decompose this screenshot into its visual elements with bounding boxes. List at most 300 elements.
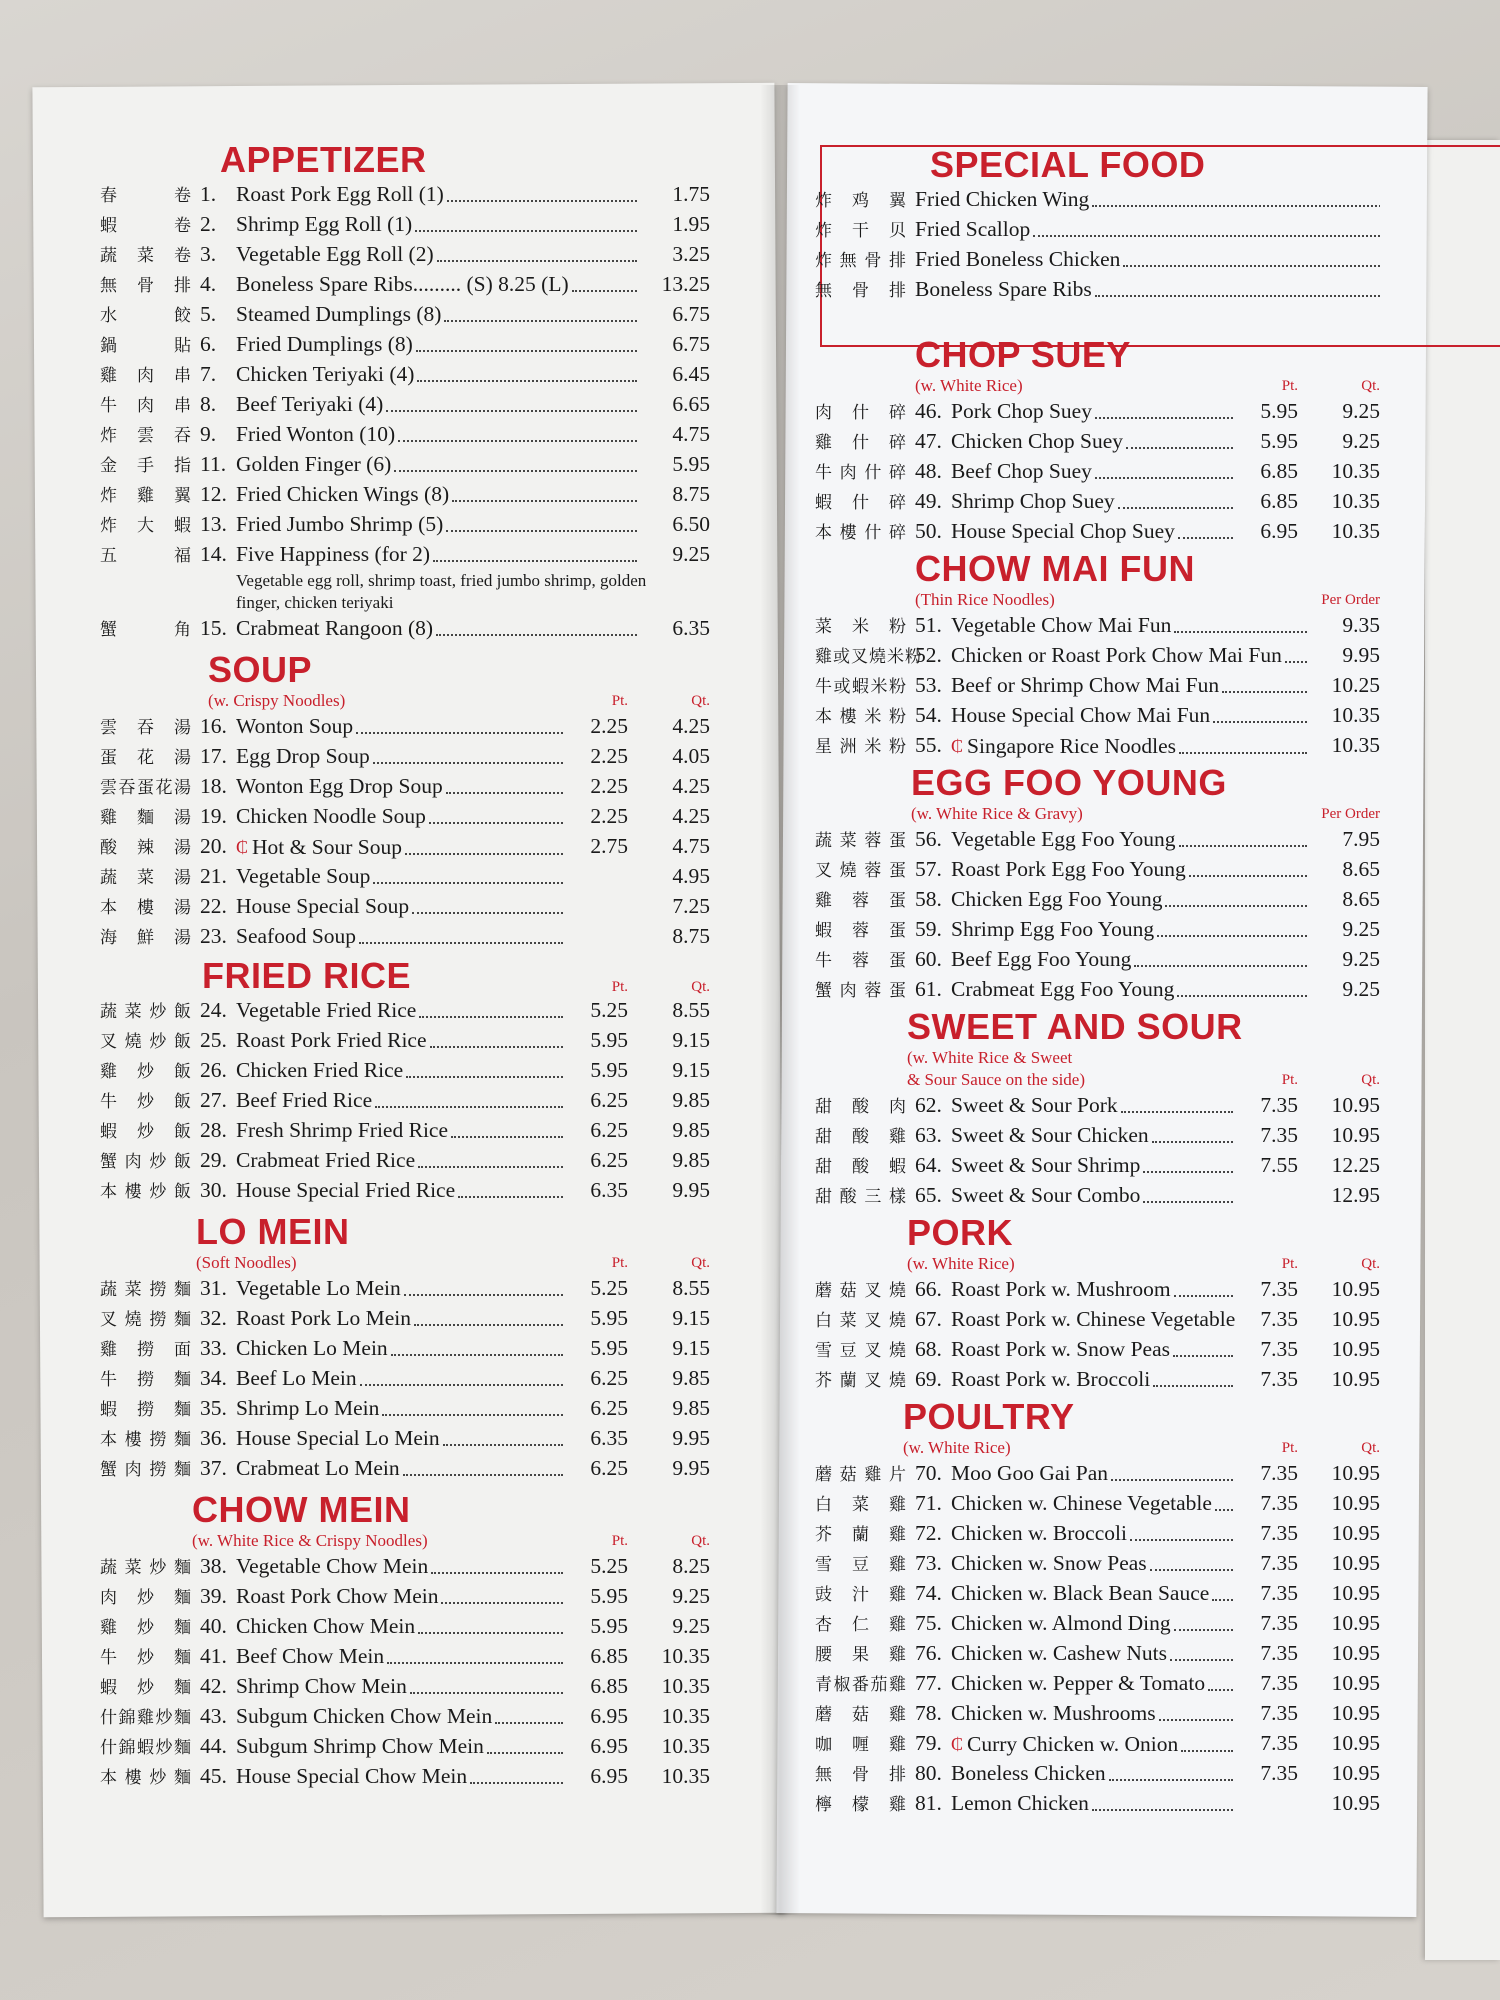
dot-leader: [452, 480, 637, 502]
fried-rice-pt-header: Pt.: [611, 979, 628, 995]
item-price: 1.95: [672, 212, 710, 236]
dot-leader: [394, 450, 637, 472]
menu-item: [815, 1305, 1380, 1335]
pork-subtitle: (w. White Rice): [907, 1254, 1015, 1273]
dot-leader: [1118, 487, 1233, 509]
menu-item: [100, 772, 710, 802]
right-column: [815, 145, 1380, 1819]
menu-item: [100, 1762, 710, 1792]
dot-leader: [405, 833, 563, 855]
soup-qt-header: Qt.: [691, 693, 710, 709]
dot-leader: [1143, 1151, 1233, 1173]
dot-leader: [412, 892, 563, 914]
dot-leader: [1033, 215, 1380, 237]
item-name: Pork Chop Suey: [951, 399, 1092, 423]
pint-price: 6.35: [590, 1178, 628, 1202]
quart-price: 9.25: [672, 1584, 710, 1608]
dot-leader: [359, 922, 563, 944]
item-name-cell: [951, 945, 1310, 974]
lo-mein-subtitle-row: [100, 1252, 710, 1274]
menu-item: [100, 1642, 710, 1672]
soup-subtitle-row: [100, 690, 710, 712]
item-name-cell: [236, 1056, 566, 1085]
chili-pepper-icon: ₵: [236, 837, 249, 857]
soup-subtitle: (w. Crispy Noodles): [208, 691, 346, 710]
item-name: Boneless Spare Ribs......... (S) 8.25 (L): [236, 272, 569, 296]
item-name: Shrimp Egg Roll (1): [236, 212, 413, 236]
item-name: Fried Wonton (10): [236, 422, 396, 446]
menu-item: [100, 330, 710, 360]
menu-item: [100, 360, 710, 390]
item-name: Roast Pork w. Mushroom: [951, 1277, 1171, 1301]
dot-leader: [398, 420, 637, 442]
item-name-cell: [951, 517, 1236, 546]
item-number: 50.: [915, 519, 942, 543]
quart-price: 9.85: [672, 1148, 710, 1172]
appetizer-title: APPETIZER: [220, 139, 427, 180]
item-name-cell: [236, 360, 640, 389]
menu-item: [815, 731, 1380, 761]
item-name: Roast Pork w. Snow Peas: [951, 1337, 1170, 1361]
lo-mein-list: [100, 1274, 710, 1484]
item-name: Beef Egg Foo Young: [951, 947, 1132, 971]
pint-price: 2.75: [590, 834, 628, 858]
item-name: Moo Goo Gai Pan: [951, 1461, 1109, 1485]
item-name-cell: [951, 732, 1310, 761]
quart-price: 10.95: [1331, 1307, 1380, 1331]
lo-mein-qt-header: Qt.: [691, 1255, 710, 1271]
menu-item: [815, 427, 1380, 457]
item-name: Crabmeat Rangoon (8): [236, 616, 434, 640]
quart-price: 8.25: [672, 1554, 710, 1578]
pint-price: 2.25: [590, 744, 628, 768]
egg-foo-young-list: [815, 825, 1380, 1005]
item-name-cell: [236, 1762, 566, 1791]
pint-price: 6.25: [590, 1396, 628, 1420]
chinese-name: 蟹肉撈麵: [100, 1460, 192, 1479]
dot-leader: [382, 1394, 563, 1416]
dot-leader: [373, 742, 563, 764]
menu-item: [815, 855, 1380, 885]
chinese-name: 叉燒蓉蛋: [815, 861, 907, 880]
item-number: 1.: [200, 182, 217, 206]
chop-suey-title: CHOP SUEY: [915, 334, 1131, 375]
chinese-name: 牛肉什碎: [815, 463, 907, 482]
item-name: Singapore Rice Noodles: [967, 734, 1177, 758]
pork-qt-header: Qt.: [1361, 1256, 1380, 1272]
menu-item: [100, 1702, 710, 1732]
pint-price: 7.35: [1260, 1521, 1298, 1545]
item-name-cell: [236, 1582, 566, 1611]
item-price: 8.75: [672, 482, 710, 506]
chinese-name: 蝦炒飯: [100, 1122, 192, 1141]
chinese-name: 炸雞翼: [100, 486, 192, 505]
item-name-cell: [236, 1364, 566, 1393]
dot-leader: [1092, 185, 1380, 207]
item-name-cell: [236, 180, 640, 209]
item-name: Chicken w. Cashew Nuts: [951, 1641, 1167, 1665]
item-name-cell: [951, 915, 1310, 944]
dot-leader: [430, 1026, 564, 1048]
sweet-sour-subtitle-line2: & Sour Sauce on the side): [907, 1070, 1085, 1089]
lo-mein-pt-header: Pt.: [611, 1255, 628, 1271]
chinese-name: 本樓什碎: [815, 523, 907, 542]
item-name-cell: [915, 275, 1380, 304]
lo-mein-subtitle: (Soft Noodles): [196, 1253, 297, 1272]
egg-foo-young-subtitle: (w. White Rice & Gravy): [911, 804, 1083, 823]
chinese-name: 炸無骨排: [815, 251, 907, 270]
dot-leader: [403, 1454, 563, 1476]
item-name-cell: [236, 330, 640, 359]
item-name: Fried Dumplings (8): [236, 332, 413, 356]
item-number: 30.: [200, 1178, 227, 1202]
item-name-cell: [236, 300, 640, 329]
soup-title: SOUP: [208, 649, 313, 690]
chinese-name: 甜酸肉: [815, 1097, 907, 1116]
item-name: Subgum Shrimp Chow Mein: [236, 1734, 484, 1758]
chinese-name: 牛肉串: [100, 396, 192, 415]
item-number: 80.: [915, 1761, 942, 1785]
menu-item: [815, 641, 1380, 671]
menu-item: [100, 802, 710, 832]
menu-item: [815, 1459, 1380, 1489]
menu-item: [100, 1552, 710, 1582]
item-name: Roast Pork Egg Foo Young: [951, 857, 1186, 881]
chinese-name: 甜酸蝦: [815, 1157, 907, 1176]
item-name-cell: [236, 1026, 566, 1055]
menu-item: [100, 1056, 710, 1086]
quart-price: 9.25: [1342, 429, 1380, 453]
special-food-title: SPECIAL FOOD: [930, 145, 1206, 185]
chow-mai-fun-subtitle: (Thin Rice Noodles): [915, 590, 1055, 609]
chinese-name: 雞炒飯: [100, 1062, 192, 1081]
chinese-name: 青椒番茄雞: [815, 1675, 907, 1694]
menu-item: [100, 614, 710, 644]
item-number: 36.: [200, 1426, 227, 1450]
dot-leader: [391, 1334, 563, 1356]
pint-price: 2.25: [590, 714, 628, 738]
chinese-name: 蔬菜炒麵: [100, 1558, 192, 1577]
dot-leader: [447, 180, 637, 202]
item-name: Beef Lo Mein: [236, 1366, 357, 1390]
item-name-cell: [951, 1789, 1236, 1818]
quart-price: 9.15: [672, 1058, 710, 1082]
item-number: 70.: [915, 1461, 942, 1485]
chinese-name: 本樓湯: [100, 898, 192, 917]
item-name: Shrimp Chop Suey: [951, 489, 1115, 513]
dot-leader: [1174, 1275, 1233, 1297]
menu-item: [100, 996, 710, 1026]
chinese-name: 本樓米粉: [815, 707, 907, 726]
chinese-name: 芥蘭叉燒: [815, 1371, 907, 1390]
menu-item: [100, 1582, 710, 1612]
chinese-name: 雞炒麵: [100, 1618, 192, 1637]
menu-item: [815, 671, 1380, 701]
dot-leader: [441, 1582, 563, 1604]
pint-price: 6.85: [590, 1674, 628, 1698]
chinese-name: 豉汁雞: [815, 1585, 907, 1604]
pint-price: 7.35: [1260, 1277, 1298, 1301]
quart-price: 9.15: [672, 1028, 710, 1052]
item-name-cell: [915, 215, 1380, 244]
pint-price: 6.95: [590, 1734, 628, 1758]
item-name-cell: [236, 420, 640, 449]
dot-leader: [1165, 885, 1307, 907]
item-name-cell: [951, 457, 1236, 486]
dot-leader: [356, 712, 563, 734]
fried-rice-header-row: [100, 956, 710, 996]
pint-price: 5.95: [590, 1336, 628, 1360]
item-number: 55.: [915, 733, 942, 757]
quart-price: 10.95: [1331, 1491, 1380, 1515]
menu-item: [815, 245, 1380, 275]
menu-item: [100, 1732, 710, 1762]
quart-price: 10.95: [1331, 1791, 1380, 1815]
pint-price: 5.25: [590, 1276, 628, 1300]
item-name: House Special Soup: [236, 894, 410, 918]
chinese-name: 五 福: [100, 546, 192, 565]
quart-price: 9.95: [672, 1178, 710, 1202]
item-price: 10.35: [1331, 703, 1380, 727]
item-number: 71.: [915, 1491, 942, 1515]
item-number: 78.: [915, 1701, 942, 1725]
chinese-name: 牛炒飯: [100, 1092, 192, 1111]
menu-item: [100, 1612, 710, 1642]
quart-price: 8.75: [672, 924, 710, 948]
quart-price: 10.35: [661, 1734, 710, 1758]
menu-item: [815, 1759, 1380, 1789]
chinese-name: 星洲米粉: [815, 737, 907, 756]
item-price: 5.95: [672, 452, 710, 476]
pint-price: 6.95: [590, 1704, 628, 1728]
dot-leader: [416, 330, 637, 352]
item-name-cell: [236, 480, 640, 509]
item-number: 6.: [200, 332, 217, 356]
item-name-cell: [236, 996, 566, 1025]
item-number: 31.: [200, 1276, 227, 1300]
item-name-cell: [236, 450, 640, 479]
pint-price: 7.35: [1260, 1671, 1298, 1695]
menu-item: [815, 825, 1380, 855]
pint-price: 6.25: [590, 1456, 628, 1480]
dot-leader: [1092, 1789, 1233, 1811]
poultry-subtitle: (w. White Rice): [903, 1438, 1011, 1457]
pork-list: [815, 1275, 1380, 1395]
item-price: 9.25: [672, 542, 710, 566]
dot-leader: [1177, 975, 1307, 997]
item-name-cell: [236, 802, 566, 831]
appetizer-section: [100, 140, 710, 644]
item-name-cell: [951, 975, 1310, 1004]
chow-mein-subtitle-row: [100, 1530, 710, 1552]
item-name: Vegetable Chow Mai Fun: [951, 613, 1172, 637]
item-number: 23.: [200, 924, 227, 948]
chili-pepper-icon: ₵: [951, 736, 964, 756]
item-name: Beef Teriyaki (4): [236, 392, 384, 416]
item-name: Chicken Chop Suey: [951, 429, 1123, 453]
dot-leader: [1109, 1759, 1233, 1781]
item-name: Shrimp Lo Mein: [236, 1396, 380, 1420]
dot-leader: [1222, 671, 1307, 693]
item-number: 17.: [200, 744, 227, 768]
dot-leader: [414, 1304, 563, 1326]
item-price: 9.25: [1342, 917, 1380, 941]
chinese-name: 炸雲吞: [100, 426, 192, 445]
item-number: 59.: [915, 917, 942, 941]
next-page-edge: [1425, 140, 1500, 1960]
chinese-name: 炸干贝: [815, 221, 907, 240]
pint-price: 7.35: [1260, 1551, 1298, 1575]
item-name: Steamed Dumplings (8): [236, 302, 442, 326]
chinese-name: 雞麵湯: [100, 808, 192, 827]
item-name: Beef Fried Rice: [236, 1088, 373, 1112]
menu-item: [100, 210, 710, 240]
dot-leader: [437, 240, 637, 262]
menu-item: [815, 1579, 1380, 1609]
quart-price: 4.25: [672, 714, 710, 738]
item-price: 6.75: [672, 332, 710, 356]
item-name-cell: [236, 772, 566, 801]
chinese-name: 水 餃: [100, 306, 192, 325]
pint-price: 5.95: [590, 1306, 628, 1330]
dot-leader: [415, 210, 637, 232]
menu-item: [100, 540, 710, 570]
item-name-cell: [951, 825, 1310, 854]
quart-price: 10.35: [661, 1704, 710, 1728]
dot-leader: [1208, 1669, 1233, 1691]
item-number: 69.: [915, 1367, 942, 1391]
item-name-cell: [951, 1091, 1236, 1120]
item-name: Beef Chop Suey: [951, 459, 1092, 483]
item-price: 10.25: [1331, 673, 1380, 697]
menu-item: [815, 611, 1380, 641]
left-column: [100, 140, 710, 1792]
dot-leader: [1179, 825, 1307, 847]
item-name-cell: [951, 397, 1236, 426]
pint-price: 2.25: [590, 774, 628, 798]
item-number: 5.: [200, 302, 217, 326]
menu-item: [100, 742, 710, 772]
item-name-cell: [951, 487, 1236, 516]
dot-leader: [487, 1732, 563, 1754]
sweet-sour-subtitle-1: [815, 1047, 1380, 1069]
quart-price: 9.25: [1342, 399, 1380, 423]
menu-item: [815, 275, 1380, 305]
fried-rice-list: [100, 996, 710, 1206]
item-number: 79.: [915, 1731, 942, 1755]
chinese-name: 雪豆雞: [815, 1555, 907, 1574]
pint-price: 5.95: [1260, 399, 1298, 423]
poultry-subtitle-row: [815, 1437, 1380, 1459]
item-name-cell: [236, 1394, 566, 1423]
item-number: 14.: [200, 542, 227, 566]
menu-item: [815, 1335, 1380, 1365]
item-name-cell: [236, 510, 640, 539]
dot-leader: [470, 1762, 563, 1784]
item-name-cell: [951, 1459, 1236, 1488]
item-number: 29.: [200, 1148, 227, 1172]
dot-leader: [1143, 1181, 1233, 1203]
menu-item: [100, 1304, 710, 1334]
item-name: Vegetable Egg Roll (2): [236, 242, 434, 266]
item-name: Egg Drop Soup: [236, 744, 370, 768]
item-name: Vegetable Lo Mein: [236, 1276, 401, 1300]
item-name-cell: [951, 611, 1310, 640]
pint-price: 5.95: [590, 1584, 628, 1608]
item-name: Sweet & Sour Chicken: [951, 1123, 1149, 1147]
lo-mein-section: [100, 1212, 710, 1484]
item-name: Fresh Shrimp Fried Rice: [236, 1118, 448, 1142]
chinese-name: 炸鸡翼: [815, 191, 907, 210]
dot-leader: [1095, 457, 1233, 479]
quart-price: 10.95: [1331, 1701, 1380, 1725]
item-number: 54.: [915, 703, 942, 727]
item-number: 76.: [915, 1641, 942, 1665]
quart-price: 10.35: [1331, 459, 1380, 483]
item-number: 18.: [200, 774, 227, 798]
item-name-cell: [951, 641, 1310, 670]
item-name: Roast Pork Chow Mein: [236, 1584, 439, 1608]
pint-price: 6.35: [590, 1426, 628, 1450]
pint-price: 5.25: [590, 1554, 628, 1578]
dot-leader: [458, 1176, 563, 1198]
fried-rice-section: [100, 956, 710, 1206]
chinese-name: 蔬菜撈麵: [100, 1280, 192, 1299]
chinese-name: 酸辣湯: [100, 838, 192, 857]
item-name-cell: [236, 1424, 566, 1453]
item-number: 19.: [200, 804, 227, 828]
chinese-name: 雞撈面: [100, 1340, 192, 1359]
item-name: Roast Pork w. Chinese Vegetable: [951, 1307, 1236, 1331]
item-name-cell: [951, 1759, 1236, 1788]
quart-price: 10.95: [1331, 1277, 1380, 1301]
chop-suey-section: [815, 335, 1380, 547]
item-name: Crabmeat Lo Mein: [236, 1456, 400, 1480]
item-number: 74.: [915, 1581, 942, 1605]
item-name: Fried Scallop: [915, 217, 1031, 241]
item-name-cell: [236, 1612, 566, 1641]
pork-pt-header: Pt.: [1281, 1256, 1298, 1272]
soup-list: [100, 712, 710, 952]
chinese-name: 叉燒撈麵: [100, 1310, 192, 1329]
chinese-name: 無骨排: [815, 1765, 907, 1784]
item-number: 37.: [200, 1456, 227, 1480]
egg-foo-young-subtitle-row: [815, 803, 1380, 825]
chinese-name: 牛或蝦米粉: [815, 677, 907, 696]
quart-price: 10.95: [1331, 1461, 1380, 1485]
chinese-name: 肉炒麵: [100, 1588, 192, 1607]
chow-mai-fun-section: [815, 549, 1380, 761]
pint-price: 5.95: [590, 1614, 628, 1638]
item-name-cell: [951, 1669, 1236, 1698]
chinese-name: 蛋花湯: [100, 748, 192, 767]
item-number: 38.: [200, 1554, 227, 1578]
quart-price: 10.95: [1331, 1731, 1380, 1755]
pint-price: 7.35: [1260, 1641, 1298, 1665]
pint-price: 7.35: [1260, 1611, 1298, 1635]
item-number: 7.: [200, 362, 217, 386]
item-name-cell: [236, 1642, 566, 1671]
pint-price: 2.25: [590, 804, 628, 828]
menu-item: [100, 862, 710, 892]
menu-item: [815, 1365, 1380, 1395]
item-number: 21.: [200, 864, 227, 888]
item-name: Chicken Lo Mein: [236, 1336, 388, 1360]
menu-item: [100, 892, 710, 922]
menu-item: [815, 185, 1380, 215]
dot-leader: [1134, 945, 1307, 967]
chinese-name: 杏仁雞: [815, 1615, 907, 1634]
